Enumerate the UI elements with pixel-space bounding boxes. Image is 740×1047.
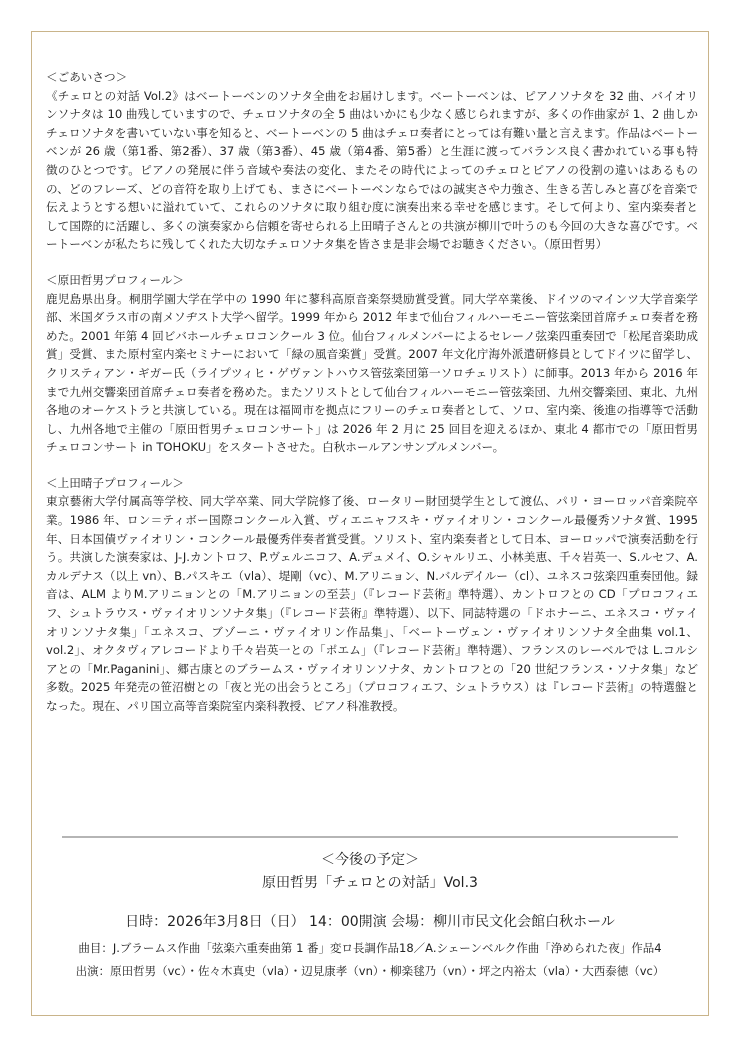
schedule-program: 曲目：J.ブラームス作曲「弦楽六重奏曲第 1 番」変ロ長調作品18／A.シェーンベルク作曲「浄められた夜」作品4 — [78, 941, 662, 955]
greeting-section — [46, 68, 698, 254]
ueda-profile-section — [46, 474, 698, 716]
schedule-concert-title: 原田哲男「チェロとの対話」Vol.3 — [262, 875, 478, 891]
greeting-body: 《チェロとの対話 Vol.2》はベートーベンのソナタ全曲をお届けします。ベートーベンは、ピアノソナタを 32 曲、バイオリンソナタは 10 曲残していますので、チェロソナタの全 5 曲はいかにも少なく感じられますが、多くの作曲家が 1、2 曲しかチェロソナタを書いていない事を知ると、ベートーベンの 5 曲はチェロ奏者にとっては有難い量と言えます。作品はベートーベンが 26 歳（第1番、第2番）、37 歳（第3番）、45 歳（第4番、第5番）と生涯に渡ってバランス良く書かれている事も特徴のひとつです。ピアノの発展に伴う音域や奏法の変化、またその時代によってのチェロとピアノの役割の違いはあるものの、どのフレーズ、どの音符を取り上げても、まさにベートーベンならではの誠実さや力強さ、生きる苦しみと喜びを音楽で伝えようとする想いに溢れていて、これらのソナタに取り組む度に演奏出来る幸せを感じます。そして何より、室内楽奏者として国際的に活躍し、多くの演奏家から信頼を寄せられる上田晴子さんとの共演が柳川で叶うのも今回の大きな喜びです。ベートーベンが私たちに残してくれた大切なチェロソナタ集を皆さま是非会場でお聴きください。（原田哲男） — [46, 88, 698, 252]
schedule-datetime-venue: 日時：2026年3月8日（日） 14：00開演 会場：柳川市民文化会館白秋ホール — [125, 914, 615, 930]
harada-profile-heading: ＜原田哲男プロフィール＞ — [46, 272, 184, 287]
greeting-heading: ＜ごあいさつ＞ — [46, 70, 128, 84]
ueda-profile-body: 東京藝術大学付属高等学校、同大学卒業、同大学院修了後、ロータリー財団奨学生として渡仏、パリ・ヨーロッパ音楽院卒業。1986 年、ロン＝ティボー国際コンクール入賞、ヴィエニャフスキ・ヴァイオリン・コンクール最優秀ソナタ賞、1995 年、日本国債ヴァイオリン・コンクール最優秀伴奏者賞受賞。ソリスト、室内楽奏者として日本、ヨーロッパで演奏活動を行う。共演した演奏家は、J-J.カントロフ、P.ヴェルニコフ、A.デュメイ、O.シャルリエ、小林美恵、千々岩英一、S.ルセフ、A.カルデナス（以上 vn）、B.パスキエ（vla）、堤剛（vc）、M.アリニョン、N.バルデイルー（cl）、ユネスコ弦楽四重奏団他。録音は、ALM よりM.アリニョンとの「M.アリニョンの至芸」（『レコード芸術』準特選）、カントロフとの CD「プロコフィエフ、シュトラウス・ヴァイオリンソナタ集」（『レコード芸術』準特選）、以下、同誌特選の「ドホナーニ、エネスコ・ヴァイオリンソナタ集」「エネスコ、ブゾーニ・ヴァイオリン作品集」、「ベートーヴェン・ヴァイオリンソナタ全曲集 vol.1、vol.2」、オクタヴィアレコードより千々岩英一との「ポエム」（『レコード芸術』準特選）、フランスのレーベルでは L.コルシアとの「Mr.Paganini」、郷古康とのブラームス・ヴァイオリンソナタ、カントロフとの「20 世紀フランス・ソナタ集」など多数。2025 年発売の笹沼樹との「夜と光の出会うところ」（プロコフィエフ、シュトラウス）は『レコード芸術』の特選盤となった。現在、パリ国立高等音楽院室内楽科教授、ピアノ科准教授。 — [46, 494, 698, 713]
section-divider — [62, 836, 678, 838]
schedule-heading: ＜今後の予定＞ — [321, 852, 419, 868]
harada-profile-section — [46, 271, 698, 457]
main-content — [46, 68, 698, 733]
ueda-profile-heading: ＜上田晴子プロフィール＞ — [46, 475, 184, 490]
schedule-performers: 出演：原田哲男（vc）・佐々木真史（vla）・辺見康孝（vn）・柳楽毬乃（vn）・坪之内裕太（vla）・大西泰徳（vc） — [75, 964, 665, 978]
harada-profile-body: 鹿児島県出身。桐朋学園大学在学中の 1990 年に蓼科高原音楽祭奨励賞受賞。同大学卒業後、ドイツのマインツ大学音楽学部、米国ダラス市の南メソヂスト大学へ留学。1999 年から 2012 年まで仙台フィルハーモニー管弦楽団首席チェロ奏者を務めた。2001 年第 4 回ビバホールチェロコンクール 3 位。仙台フィルメンバーによるセレーノ弦楽四重奏団で「松尾音楽助成賞」受賞、また原村室内楽セミナーにおいて「緑の風音楽賞」受賞。2007 年文化庁海外派遣研修員としてドイツに留学し、クリスティアン・ギガー氏（ライプツィヒ・ゲヴァントハウス管弦楽団第一ソロチェリスト）に師事。2013 年から 2016 年まで九州交響楽団首席チェロ奏者を務めた。またソリストとして仙台フィルハーモニー管弦楽団、九州交響楽団、東北、九州各地のオーケストラと共演している。現在は福岡市を拠点にフリーのチェロ奏者として、ソロ、室内楽、後進の指導等で活動し、九州各地で主催の「原田哲男チェロコンサート」は 2026 年 2 月に 25 回目を迎えるほか、東北 4 都市での「原田哲男チェロコンサート in TOHOKU」をスタートさせた。白秋ホールアンサンブルメンバー。 — [46, 291, 698, 455]
